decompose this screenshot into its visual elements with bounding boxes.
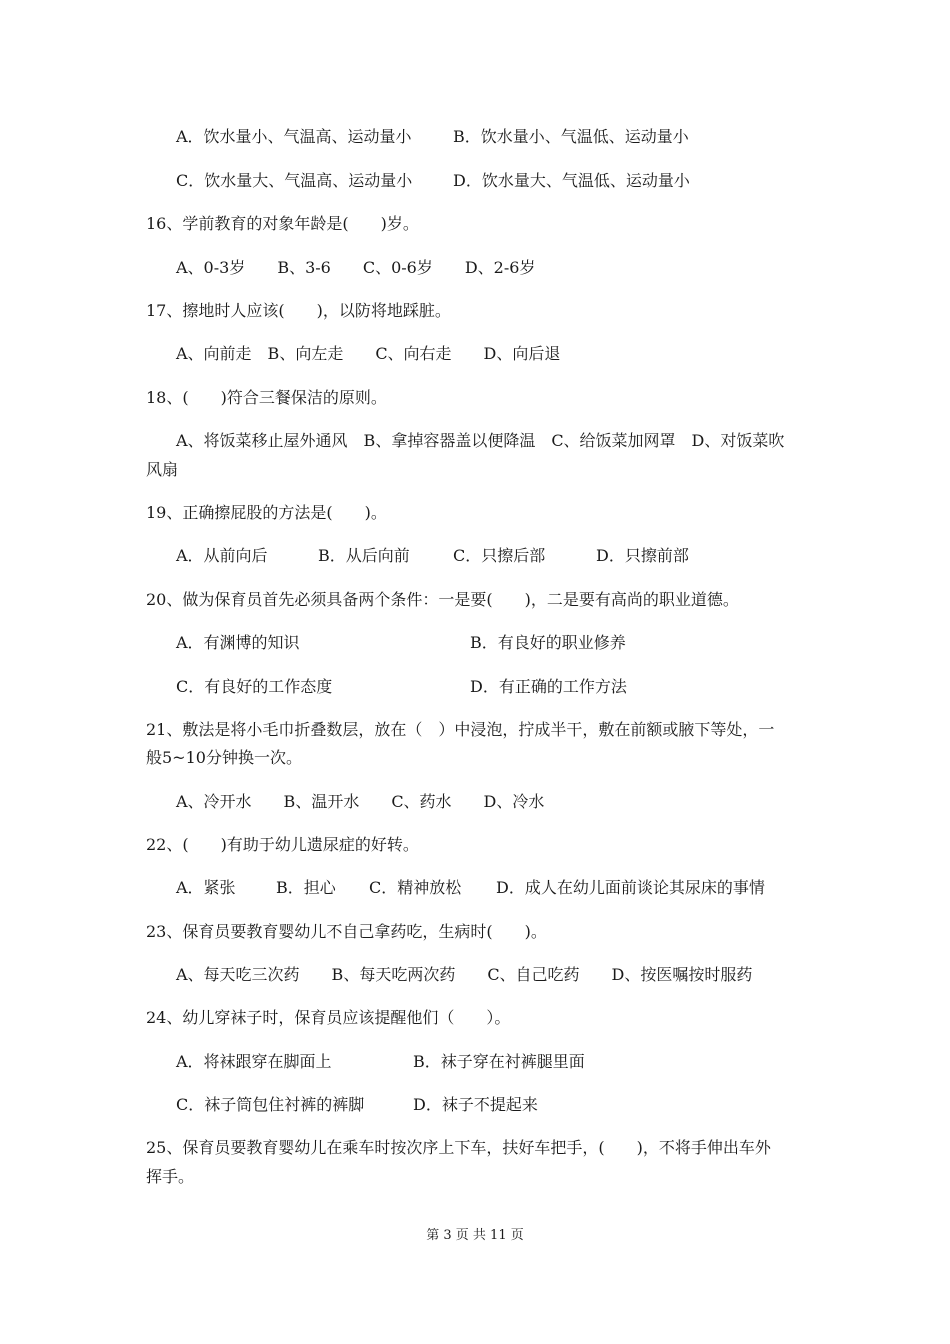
q21-options: A、冷开水 B、温开水 C、药水 D、冷水: [176, 792, 545, 811]
q25-stem-line2: 挥手。: [146, 1167, 195, 1186]
q22-option-a: A．紧张: [176, 878, 236, 897]
q19-option-c: C．只擦后部: [453, 546, 546, 565]
q20-option-b: B．有良好的职业修养: [470, 633, 626, 652]
q24-stem: 24、幼儿穿袜子时，保育员应该提醒他们（ ）。: [146, 1008, 511, 1027]
q20-option-c: C．有良好的工作态度: [176, 677, 333, 696]
q15-option-b: B．饮水量小、气温低、运动量小: [453, 127, 689, 146]
q17-options: A、向前走 B、向左走 C、向右走 D、向后退: [176, 344, 561, 363]
q15-option-d: D．饮水量大、气温低、运动量小: [453, 171, 690, 190]
q22-option-b: B．担心: [276, 878, 336, 897]
q20-option-d: D．有正确的工作方法: [470, 677, 627, 696]
q18-options-line2: 风扇: [146, 460, 179, 479]
q20-option-a: A．有渊博的知识: [176, 633, 300, 652]
q20-stem: 20、做为保育员首先必须具备两个条件：一是要( )，二是要有高尚的职业道德。: [146, 590, 739, 609]
q22-option-d: D．成人在幼儿面前谈论其尿床的事情: [496, 878, 765, 897]
q19-option-a: A．从前向后: [176, 546, 268, 565]
q24-option-b: B．袜子穿在衬裤腿里面: [413, 1052, 585, 1071]
q21-stem-line1: 21、敷法是将小毛巾折叠数层，放在（ ）中浸泡，拧成半干，敷在前额或腋下等处，一: [146, 720, 775, 739]
q24-option-a: A．将袜跟穿在脚面上: [176, 1052, 332, 1071]
q22-stem: 22、( )有助于幼儿遗尿症的好转。: [146, 835, 419, 854]
q19-stem: 19、正确擦屁股的方法是( )。: [146, 503, 387, 522]
q23-stem: 23、保育员要教育婴幼儿不自己拿药吃，生病时( )。: [146, 922, 547, 941]
q24-option-c: C．袜子筒包住衬裤的裤脚: [176, 1095, 365, 1114]
q23-options: A、每天吃三次药 B、每天吃两次药 C、自己吃药 D、按医嘱按时服药: [176, 965, 753, 984]
q17-stem: 17、擦地时人应该( )，以防将地踩脏。: [146, 301, 451, 320]
q25-stem-line1: 25、保育员要教育婴幼儿在乘车时按次序上下车，扶好车把手，( )，不将手伸出车外: [146, 1138, 771, 1157]
q18-options-line1: A、将饭菜移止屋外通风 B、拿掉容器盖以便降温 C、给饭菜加网罩 D、对饭菜吹: [176, 431, 785, 450]
q19-option-b: B．从后向前: [318, 546, 410, 565]
q16-options: A、0-3岁 B、3-6 C、0-6岁 D、2-6岁: [176, 258, 536, 277]
q16-stem: 16、学前教育的对象年龄是( )岁。: [146, 214, 419, 233]
q24-option-d: D．袜子不提起来: [413, 1095, 538, 1114]
page-number-footer: 第 3 页 共 11 页: [426, 1228, 524, 1243]
q21-stem-line2: 般5~10分钟换一次。: [146, 748, 302, 767]
q19-option-d: D．只擦前部: [596, 546, 689, 565]
q15-option-a: A．饮水量小、气温高、运动量小: [176, 127, 412, 146]
q18-stem: 18、( )符合三餐保洁的原则。: [146, 388, 387, 407]
q15-option-c: C．饮水量大、气温高、运动量小: [176, 171, 413, 190]
q22-option-c: C．精神放松: [369, 878, 462, 897]
